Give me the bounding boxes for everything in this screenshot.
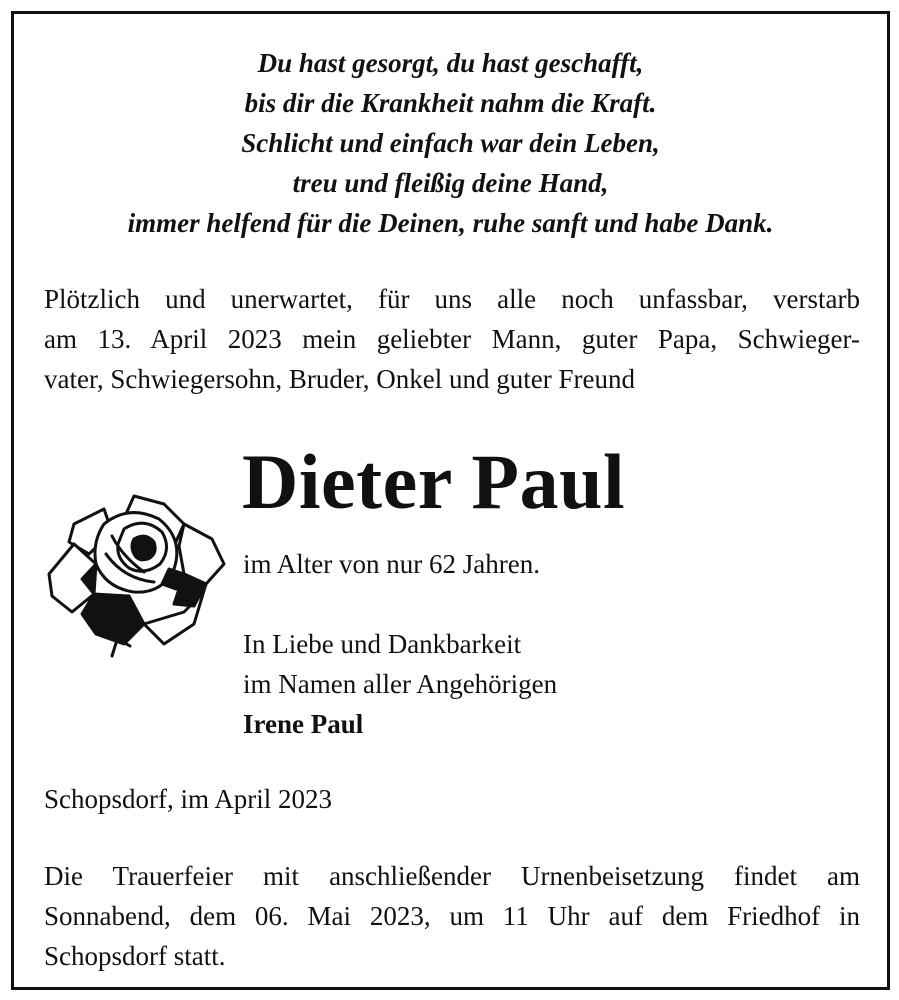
age-line: im Alter von nur 62 Jahren.: [243, 549, 540, 579]
announcement-line: vater, Schwiegersohn, Bruder, Onkel und guter Freund: [44, 364, 635, 394]
funeral-line: Sonnabend, dem 06. Mai 2023, um 11 Uhr auf dem Friedhof in: [44, 901, 860, 931]
poem-line: Schlicht und einfach war dein Leben,: [241, 128, 660, 158]
rose-icon: [34, 484, 234, 664]
funeral-line: Schopsdorf statt.: [44, 941, 226, 971]
obituary-frame: [11, 11, 890, 990]
announcement-line: am 13. April 2023 mein geliebter Mann, guter Papa, Schwieger-: [44, 324, 860, 354]
place-date: Schopsdorf, im April 2023: [44, 784, 332, 814]
funeral-notice: [44, 856, 860, 976]
signature-block: [243, 624, 557, 744]
poem-line: treu und fleißig deine Hand,: [292, 168, 609, 198]
signature-line: In Liebe und Dankbarkeit: [243, 629, 522, 659]
announcement-line: Plötzlich und unerwartet, für uns alle noch unfassbar, verstarb: [44, 284, 860, 314]
death-announcement: [44, 279, 860, 399]
poem-line: bis dir die Krankheit nahm die Kraft.: [244, 88, 657, 118]
poem: [14, 43, 887, 243]
funeral-line: Die Trauerfeier mit anschließender Urnenbeisetzung findet am: [44, 861, 860, 891]
deceased-name: Dieter Paul: [242, 438, 626, 525]
poem-line: immer helfend für die Deinen, ruhe sanft und habe Dank.: [127, 208, 774, 238]
signature-line: im Namen aller Angehörigen: [243, 669, 558, 699]
poem-line: Du hast gesorgt, du hast geschafft,: [257, 48, 644, 78]
signature-name: Irene Paul: [243, 709, 364, 739]
